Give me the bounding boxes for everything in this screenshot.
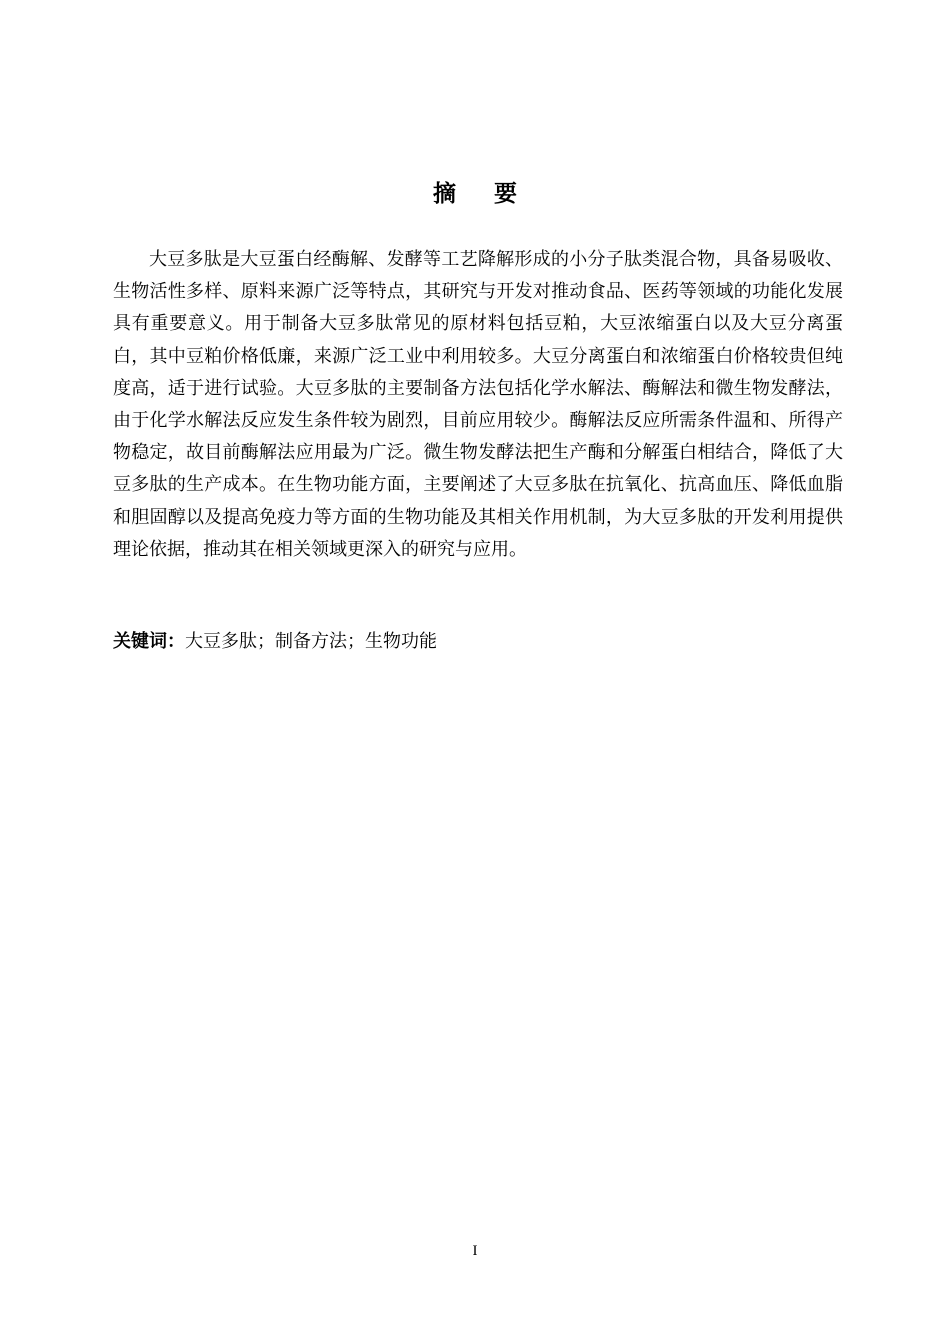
page-number: I xyxy=(472,1243,478,1259)
keywords-line xyxy=(113,626,843,658)
abstract-title xyxy=(0,178,950,210)
keywords-label: 关键词： xyxy=(113,631,185,652)
abstract-paragraph: 大豆多肽是大豆蛋白经酶解、发酵等工艺降解形成的小分子肽类混合物，具备易吸收、生物活性多样、原料来源广泛等特点，其研究与开发对推动食品、医药等领域的功能化发展具有重要意义。用于制备大豆多肽常见的原材料包括豆粕，大豆浓缩蛋白以及大豆分离蛋白，其中豆粕价格低廉，来源广泛工业中利用较多。大豆分离蛋白和浓缩蛋白价格较贵但纯度高，适于进行试验。大豆多肽的主要制备方法包括化学水解法、酶解法和微生物发酵法，由于化学水解法反应发生条件较为剧烈，目前应用较少。酶解法反应所需条件温和、所得产物稳定，故目前酶解法应用最为广泛。微生物发酵法把生产酶和分解蛋白相结合，降低了大豆多肽的生产成本。在生物功能方面，主要阐述了大豆多肽在抗氧化、抗高血压、降低血脂和胆固醇以及提高免疫力等方面的生物功能及其相关作用机制，为大豆多肽的开发利用提供理论依据，推动其在相关领域更深入的研究与应用。 xyxy=(113,249,843,560)
title-char-2: 要 xyxy=(494,181,517,207)
title-char-1: 摘 xyxy=(433,181,456,207)
keywords-value: 大豆多肽；制备方法；生物功能 xyxy=(185,631,437,652)
